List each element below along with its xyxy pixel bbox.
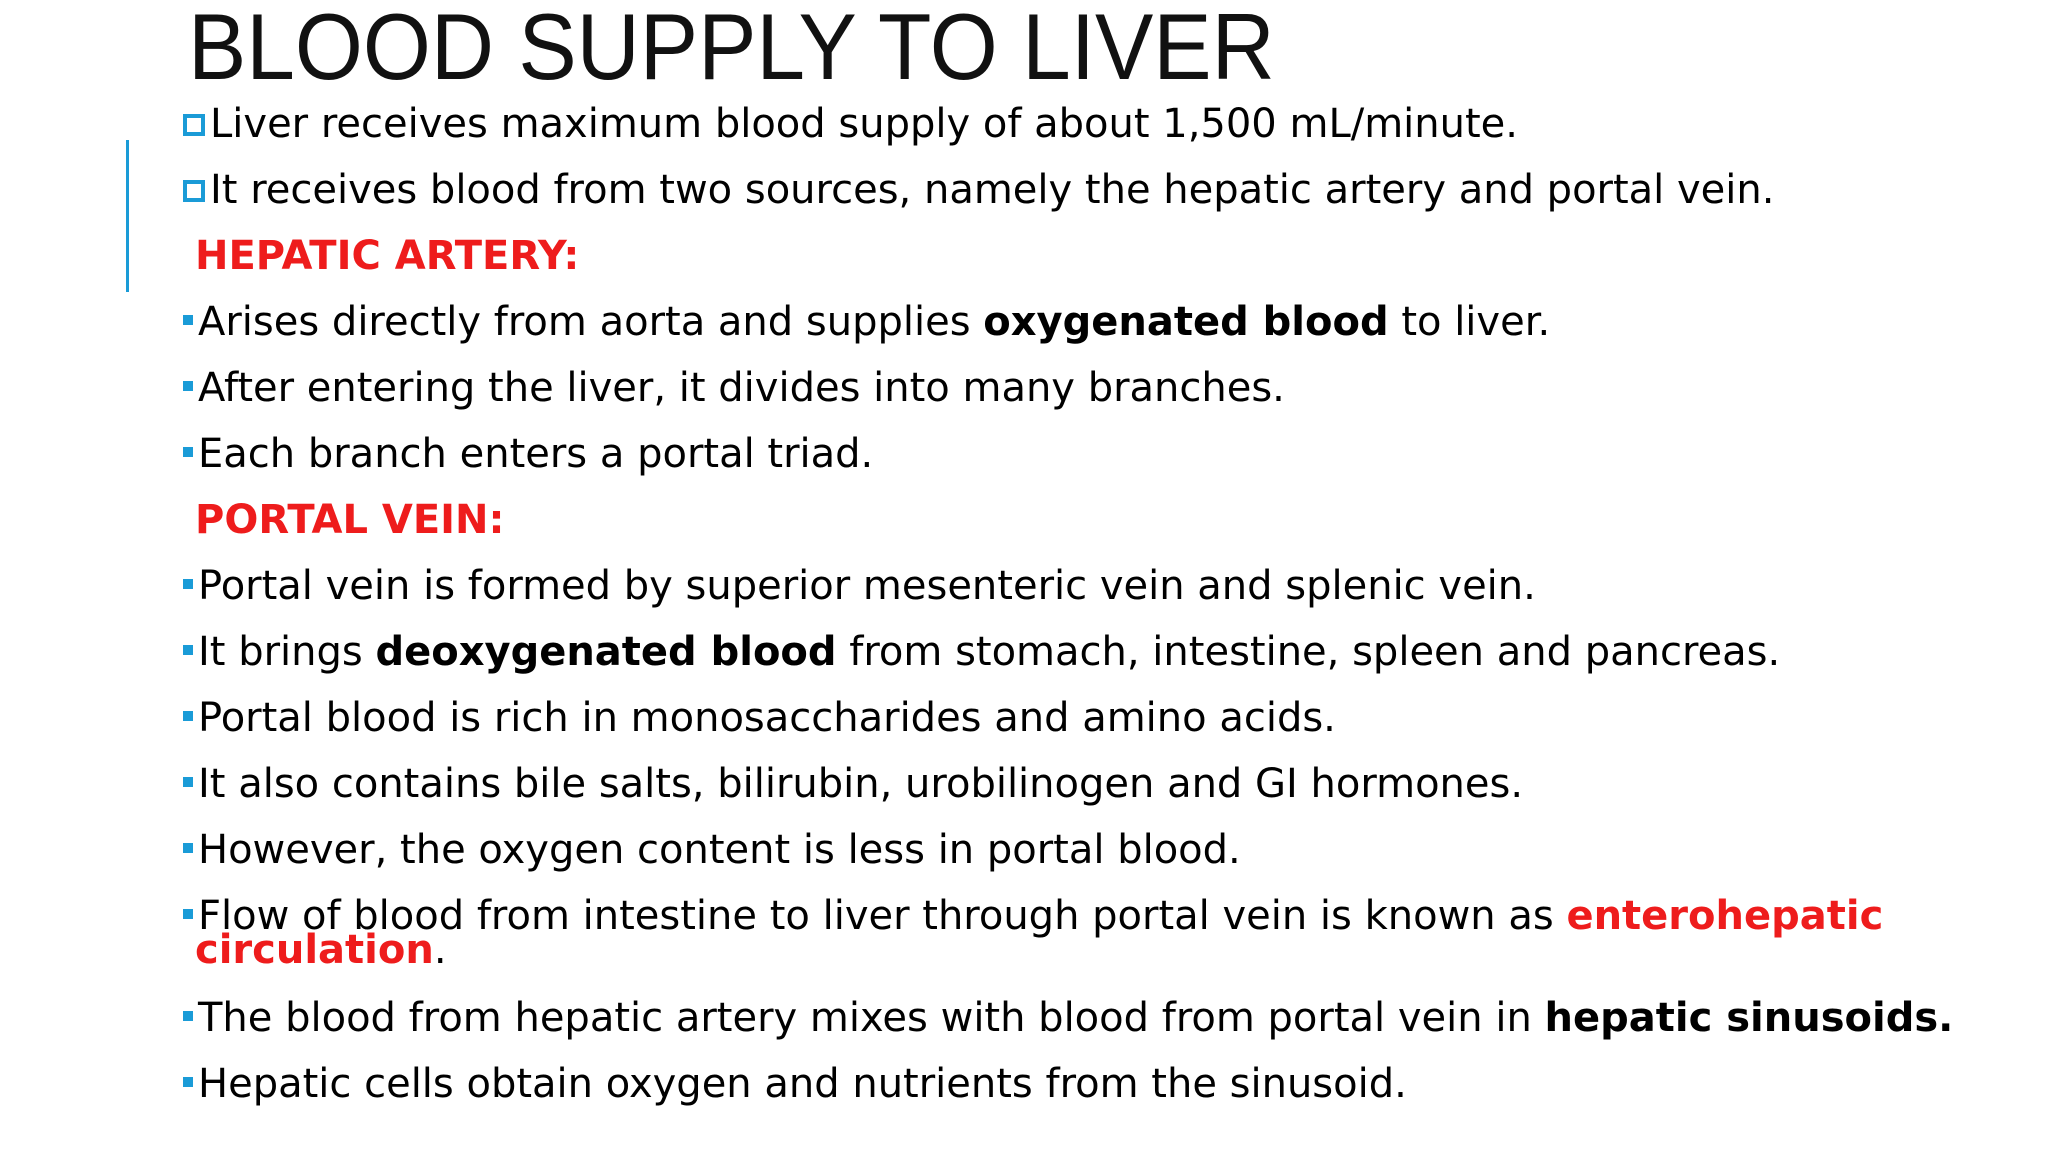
square-bullet-icon [183,315,193,325]
circulation-term: circulation [195,927,434,973]
portal-vein-point-8 [183,1060,1407,1108]
hepatic-sinusoids-term: hepatic sinusoids. [1544,995,1954,1041]
text-segment: to liver. [1388,299,1551,345]
text-segment: . [433,927,447,973]
square-bullet-icon [183,381,193,391]
hepatic-artery-point-2 [183,364,1285,412]
text-segment: Portal blood is rich in monosaccharides and amino acids. [198,695,1336,741]
intro-point-1 [183,100,1518,148]
square-bullet-icon [183,447,193,457]
enterohepatic-term: enterohepatic [1566,893,1884,939]
portal-vein-point-5 [183,826,1241,874]
checkbox-bullet-icon [183,180,205,202]
text-segment: from stomach, intestine, spleen and pancreas. [836,629,1781,675]
accent-bar [126,140,129,292]
intro-point-1-text: Liver receives maximum blood supply of about 1,500 mL/minute. [210,101,1518,147]
hepatic-artery-point-1 [183,298,1550,346]
portal-vein-point-3 [183,694,1336,742]
text-segment: The blood from hepatic artery mixes with blood from portal vein in [198,995,1545,1041]
portal-vein-point-7 [183,994,1953,1042]
text-segment: It also contains bile salts, bilirubin, urobilinogen and GI hormones. [198,761,1524,807]
intro-point-2 [183,166,1774,214]
portal-vein-point-2 [183,628,1780,676]
hepatic-artery-heading: HEPATIC ARTERY: [195,233,580,279]
portal-vein-heading: PORTAL VEIN: [195,497,505,543]
text-segment: It brings [198,629,376,675]
square-bullet-icon [183,711,193,721]
portal-vein-point-1 [183,562,1536,610]
slide-title: BLOOD SUPPLY TO LIVER [188,0,1275,99]
square-bullet-icon [183,843,193,853]
hepatic-artery-point-3 [183,430,873,478]
square-bullet-icon [183,579,193,589]
intro-point-2-text: It receives blood from two sources, namely the hepatic artery and portal vein. [210,167,1775,213]
deoxygenated-blood-term: deoxygenated blood [375,629,837,675]
square-bullet-icon [183,1077,193,1087]
text-segment: Each branch enters a portal triad. [198,431,874,477]
text-segment: However, the oxygen content is less in portal blood. [198,827,1241,873]
text-segment: Hepatic cells obtain oxygen and nutrients from the sinusoid. [198,1061,1407,1107]
portal-vein-point-6-continuation [195,926,447,974]
oxygenated-blood-term: oxygenated blood [983,299,1389,345]
square-bullet-icon [183,1011,193,1021]
text-segment: After entering the liver, it divides into many branches. [198,365,1285,411]
square-bullet-icon [183,909,193,919]
square-bullet-icon [183,777,193,787]
text-segment: Arises directly from aorta and supplies [198,299,984,345]
square-bullet-icon [183,645,193,655]
checkbox-bullet-icon [183,114,205,136]
text-segment: Flow of blood from intestine to liver through portal vein is known as [198,893,1567,939]
text-segment: Portal vein is formed by superior mesenteric vein and splenic vein. [198,563,1536,609]
portal-vein-point-4 [183,760,1523,808]
